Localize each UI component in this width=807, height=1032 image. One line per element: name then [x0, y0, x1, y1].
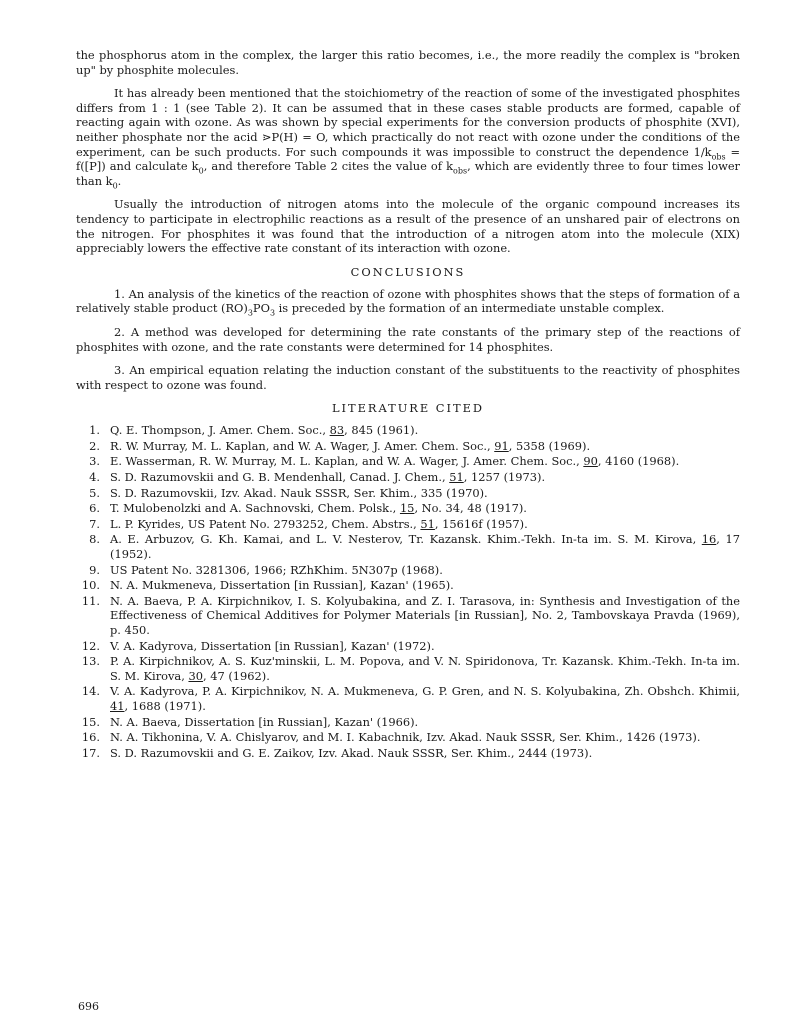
reference-text: E. Wasserman, R. W. Murray, M. L. Kaplan, and W. A. Wager, J. Amer. Chem. Soc., — [110, 454, 584, 469]
reference-number: 5. — [89, 485, 100, 500]
reference-text-end: , 1688 (1971). — [124, 698, 206, 713]
reference-number: 9. — [89, 562, 100, 577]
reference-item — [76, 454, 740, 469]
conclusion-2: 2. A method was developed for determining the rate constants of the primary step of the reactions of phosphites with ozone, and the rate constants were determined for 14 phosphites. — [76, 324, 740, 354]
reference-item — [76, 470, 740, 485]
reference-item — [76, 439, 740, 454]
reference-text-end: , 47 (1962). — [202, 668, 270, 683]
reference-list — [76, 423, 740, 760]
reference-item — [76, 730, 740, 745]
reference-text-end: , 1257 (1973). — [463, 470, 546, 485]
paragraph-2-text-c: = f([P]) and calculate k — [76, 144, 741, 174]
reference-number: 8. — [89, 532, 100, 547]
reference-item — [76, 423, 740, 438]
reference-item — [76, 501, 740, 516]
reference-item — [76, 654, 740, 683]
paragraph-3: Usually the introduction of nitrogen atoms into the molecule of the organic compound increases its tendency to participate in electrophilic reactions as a result of the presence of an unshared pair of electrons on the nitrogen. For phosphites it was found that the introduction of a nitrogen atom into the molecule (XIX) appreciably lowers the effective rate constant of its interaction with ozone. — [76, 197, 740, 256]
reference-text: US Patent No. 3281306, 1966; RZhKhim. 5N307p (1968). — [110, 562, 443, 577]
reference-text: R. W. Murray, M. L. Kaplan, and W. A. Wager, J. Amer. Chem. Soc., — [110, 438, 495, 453]
reference-text: T. Mulobenolzki and A. Sachnovski, Chem. Polsk., — [110, 501, 400, 516]
reference-text: N. A. Baeva, P. A. Kirpichnikov, I. S. Kolyubakina, and Z. I. Tarasova, in: Synthesis and Investigation of the Effectiveness of Chemical Additives for Polymer Materials [in Russian], No. 2, Tambovskaya Pravda (1969), p. 450. — [110, 593, 740, 637]
reference-item — [76, 517, 740, 532]
literature-heading: LITERATURE CITED — [331, 401, 485, 416]
reference-number: 10. — [81, 578, 100, 593]
reference-number: 4. — [89, 470, 100, 485]
reference-text: A. E. Arbuzov, G. Kh. Kamai, and L. V. Nesterov, Tr. Kazansk. Khim.-Tekh. In-ta im. S. M. Kirova, — [110, 532, 702, 547]
reference-number: 13. — [81, 654, 100, 669]
reference-text: P. A. Kirpichnikov, A. S. Kuz'minskii, L. M. Popova, and V. N. Spiridonova, Tr. Kazansk. Khim.-Tekh. In-ta im. S. M. Kirova, — [110, 654, 740, 683]
reference-text: N. A. Tikhonina, V. A. Chislyarov, and M. I. Kabachnik, Izv. Akad. Nauk SSSR, Ser. Khim., 1426 (1973). — [110, 730, 701, 745]
reference-text-end: , 5358 (1969). — [508, 438, 591, 453]
reference-item — [76, 578, 740, 593]
conclusion-1 — [76, 287, 740, 316]
reference-text: S. D. Razumovskii and G. B. Mendenhall, Canad. J. Chem., — [110, 470, 450, 485]
page-body — [76, 48, 740, 761]
paragraph-2-text-a: It has already been mentioned that the stoichiometry of the reaction of some of the investigated phosphites differs from 1 : 1 (see Table 2). It can be assumed that in these cases stable products are formed, capable of reacting again with ozone. As was shown by special experiments for the conversion products of phosphite (XVI), neither phosphate nor the acid — [76, 86, 740, 144]
reference-text-end: , 4160 (1968). — [597, 454, 680, 469]
paragraph-1: the phosphorus atom in the complex, the larger this ratio becomes, i.e., the more readily the complex is "broken up" by phosphite molecules. — [76, 48, 740, 77]
paragraph-2 — [76, 86, 741, 191]
paragraph-2-text-d: , and therefore Table 2 cites the value of k — [203, 159, 454, 174]
subscript: 3 — [247, 308, 253, 318]
reference-text-end: , 845 (1961). — [344, 423, 419, 438]
reference-item — [76, 563, 740, 578]
reference-text: S. D. Razumovskii and G. E. Zaikov, Izv. Akad. Nauk SSSR, Ser. Khim., 2444 (1973). — [110, 745, 593, 760]
reference-number: 17. — [81, 745, 100, 760]
phosphonic-acid-formula: ⋗P(H) = O — [261, 129, 325, 144]
reference-volume: 16 — [701, 532, 717, 547]
reference-item — [76, 715, 740, 730]
reference-number: 6. — [89, 501, 100, 516]
reference-item — [76, 746, 740, 761]
reference-number: 11. — [81, 593, 100, 608]
reference-volume: 91 — [494, 438, 509, 453]
subscript: obs — [711, 151, 726, 161]
page-number: 696 — [78, 1000, 99, 1013]
reference-volume: 90 — [583, 454, 598, 469]
paragraph-2-text-f: . — [117, 173, 122, 188]
reference-text: V. A. Kadyrova, P. A. Kirpichnikov, N. A. Mukmeneva, G. P. Gren, and N. S. Kolyubakina, Zh. Obshch. Khimii, — [110, 684, 740, 699]
reference-item — [76, 639, 740, 654]
conclusion-1-text-a: 1. An analysis of the kinetics of the reaction of ozone with phosphites shows that the steps of formation of a relatively stable product (RO) — [76, 286, 740, 316]
conclusion-1-text-b: PO — [252, 301, 270, 316]
reference-volume: 51 — [449, 470, 464, 485]
reference-volume: 15 — [399, 501, 415, 516]
subscript: obs — [453, 166, 468, 176]
conclusions-heading: CONCLUSIONS — [350, 264, 466, 279]
reference-volume: 30 — [188, 668, 203, 683]
conclusion-3: 3. An empirical equation relating the induction constant of the substituents to the reactivity of phosphites with respect to ozone was found. — [76, 363, 740, 392]
reference-number: 16. — [81, 730, 100, 745]
reference-number: 3. — [89, 454, 100, 469]
paragraph-2-text-e: , which are evidently three to four times lower than k — [76, 159, 741, 188]
reference-number: 15. — [81, 714, 100, 729]
subscript: 0 — [112, 181, 118, 191]
reference-number: 14. — [81, 684, 100, 699]
reference-volume: 83 — [329, 423, 345, 438]
reference-text: N. A. Mukmeneva, Dissertation [in Russian], Kazan' (1965). — [110, 578, 454, 593]
reference-number: 12. — [81, 638, 100, 653]
subscript: 0 — [198, 166, 204, 176]
reference-text: L. P. Kyrides, US Patent No. 2793252, Chem. Abstrs., — [110, 516, 421, 531]
reference-item — [76, 684, 740, 713]
reference-number: 7. — [89, 516, 100, 531]
reference-text-end: , 15616f (1957). — [434, 516, 528, 531]
reference-number: 2. — [89, 438, 100, 453]
conclusion-1-text-c: is preceded by the formation of an intermediate unstable complex. — [275, 301, 665, 316]
reference-volume: 41 — [110, 698, 125, 713]
reference-number: 1. — [89, 423, 100, 438]
reference-item — [76, 594, 740, 638]
reference-item — [76, 486, 740, 501]
subscript: 3 — [269, 308, 276, 318]
reference-text: Q. E. Thompson, J. Amer. Chem. Soc., — [110, 423, 330, 438]
reference-volume: 51 — [420, 516, 435, 531]
reference-text-end: , 17 (1952). — [110, 532, 740, 562]
reference-text: S. D. Razumovskii, Izv. Akad. Nauk SSSR, Ser. Khim., 335 (1970). — [110, 485, 488, 500]
reference-text-end: , No. 34, 48 (1917). — [414, 501, 527, 516]
paragraph-2-text-b: , which practically do not react with ozone under the conditions of the experiment, can be such products. For such compounds it was impossible to construct the dependence 1/k — [76, 129, 740, 159]
reference-text: N. A. Baeva, Dissertation [in Russian], Kazan' (1966). — [110, 714, 419, 729]
reference-item — [76, 532, 740, 561]
reference-text: V. A. Kadyrova, Dissertation [in Russian], Kazan' (1972). — [110, 638, 435, 653]
